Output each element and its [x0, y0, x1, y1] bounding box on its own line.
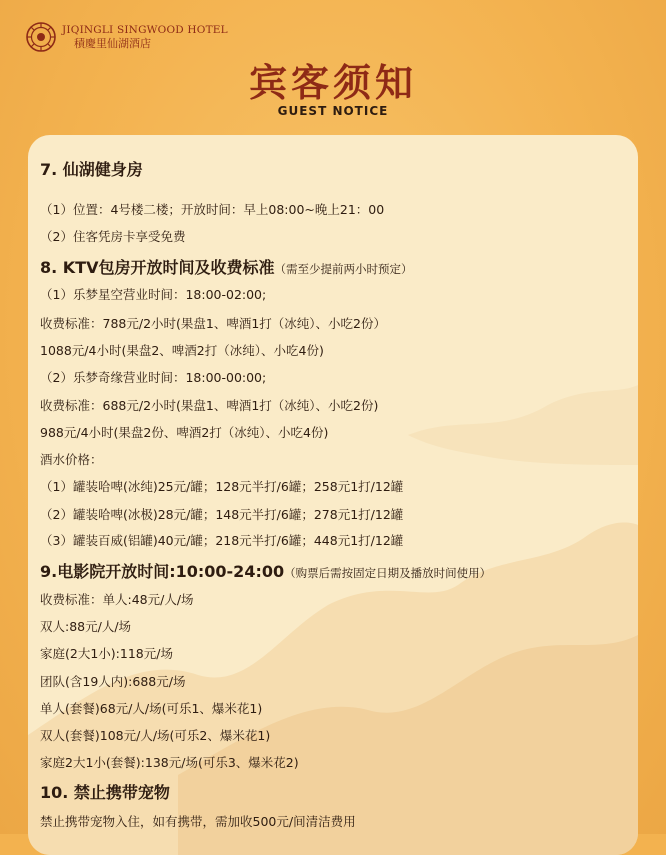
cinema-item-7: 家庭2大1小(套餐):138元/场(可乐3、爆米花2) [40, 755, 299, 770]
page-subtitle: GUEST NOTICE [277, 104, 389, 118]
ktv-item-7: 酒水价格： [40, 452, 103, 467]
ktv-heading-text: 8. KTV包房开放时间及收费标准 [40, 258, 275, 277]
cinema-item-4: 团队(含19人内):688元/场 [40, 674, 186, 689]
gym-item-1: （1）位置：4号楼二楼；开放时间：早上08:00~晚上21：00 [40, 202, 385, 217]
hotel-name [62, 24, 228, 50]
section-heading-cinema [40, 561, 491, 584]
cinema-item-3: 家庭(2大1小):118元/场 [40, 646, 173, 661]
ktv-item-1: （1）乐梦星空营业时间：18:00-02:00; [40, 287, 267, 302]
hotel-logo [26, 20, 228, 54]
cinema-item-2: 双人:88元/人/场 [40, 619, 132, 634]
ktv-item-5: 收费标准：688元/2小时(果盘1、啤酒1打（冰纯）、小吃2份) [40, 398, 379, 413]
cinema-heading-note: （购票后需按固定日期及播放时间使用） [284, 566, 492, 580]
notice-card [28, 135, 638, 855]
hotel-name-cn: 積慶里仙湖酒店 [74, 37, 151, 50]
section-heading-gym: 7. 仙湖健身房 [40, 160, 143, 179]
ktv-item-3: 1088元/4小时(果盘2、啤酒2打（冰纯）、小吃4份) [40, 343, 324, 358]
ktv-item-10: （3）罐装百威(铝罐)40元/罐；218元半打/6罐；448元1打/12罐 [40, 533, 404, 548]
pets-item-1: 禁止携带宠物入住，如有携带，需加收500元/间清洁费用 [40, 814, 356, 829]
ktv-item-6: 988元/4小时(果盘2份、啤酒2打（冰纯）、小吃4份) [40, 425, 329, 440]
section-heading-pets: 10. 禁止携带宠物 [40, 783, 170, 802]
hotel-emblem-icon [26, 22, 56, 52]
ktv-item-2: 收费标准：788元/2小时(果盘1、啤酒1打（冰纯）、小吃2份） [40, 316, 387, 331]
ktv-heading-note: （需至少提前两小时预定） [274, 262, 413, 276]
page-title: 宾客须知 [248, 60, 417, 105]
cinema-item-5: 单人(套餐)68元/人/场(可乐1、爆米花1) [40, 701, 263, 716]
ktv-item-9: （2）罐装哈啤(冰极)28元/罐；148元半打/6罐；278元1打/12罐 [40, 507, 404, 522]
hotel-name-en: JIQINGLI SINGWOOD HOTEL [62, 24, 228, 36]
ktv-item-4: （2）乐梦奇缘营业时间：18:00-00:00; [40, 370, 267, 385]
cinema-heading-text: 9.电影院开放时间:10:00-24:00 [40, 562, 285, 581]
section-heading-ktv [40, 257, 412, 280]
gym-item-2: （2）住客凭房卡享受免费 [40, 229, 186, 244]
cinema-item-6: 双人(套餐)108元/人/场(可乐2、爆米花1) [40, 728, 271, 743]
ktv-item-8: （1）罐装哈啤(冰纯)25元/罐；128元半打/6罐；258元1打/12罐 [40, 479, 404, 494]
cinema-item-1: 收费标准：单人:48元/人/场 [40, 592, 194, 607]
